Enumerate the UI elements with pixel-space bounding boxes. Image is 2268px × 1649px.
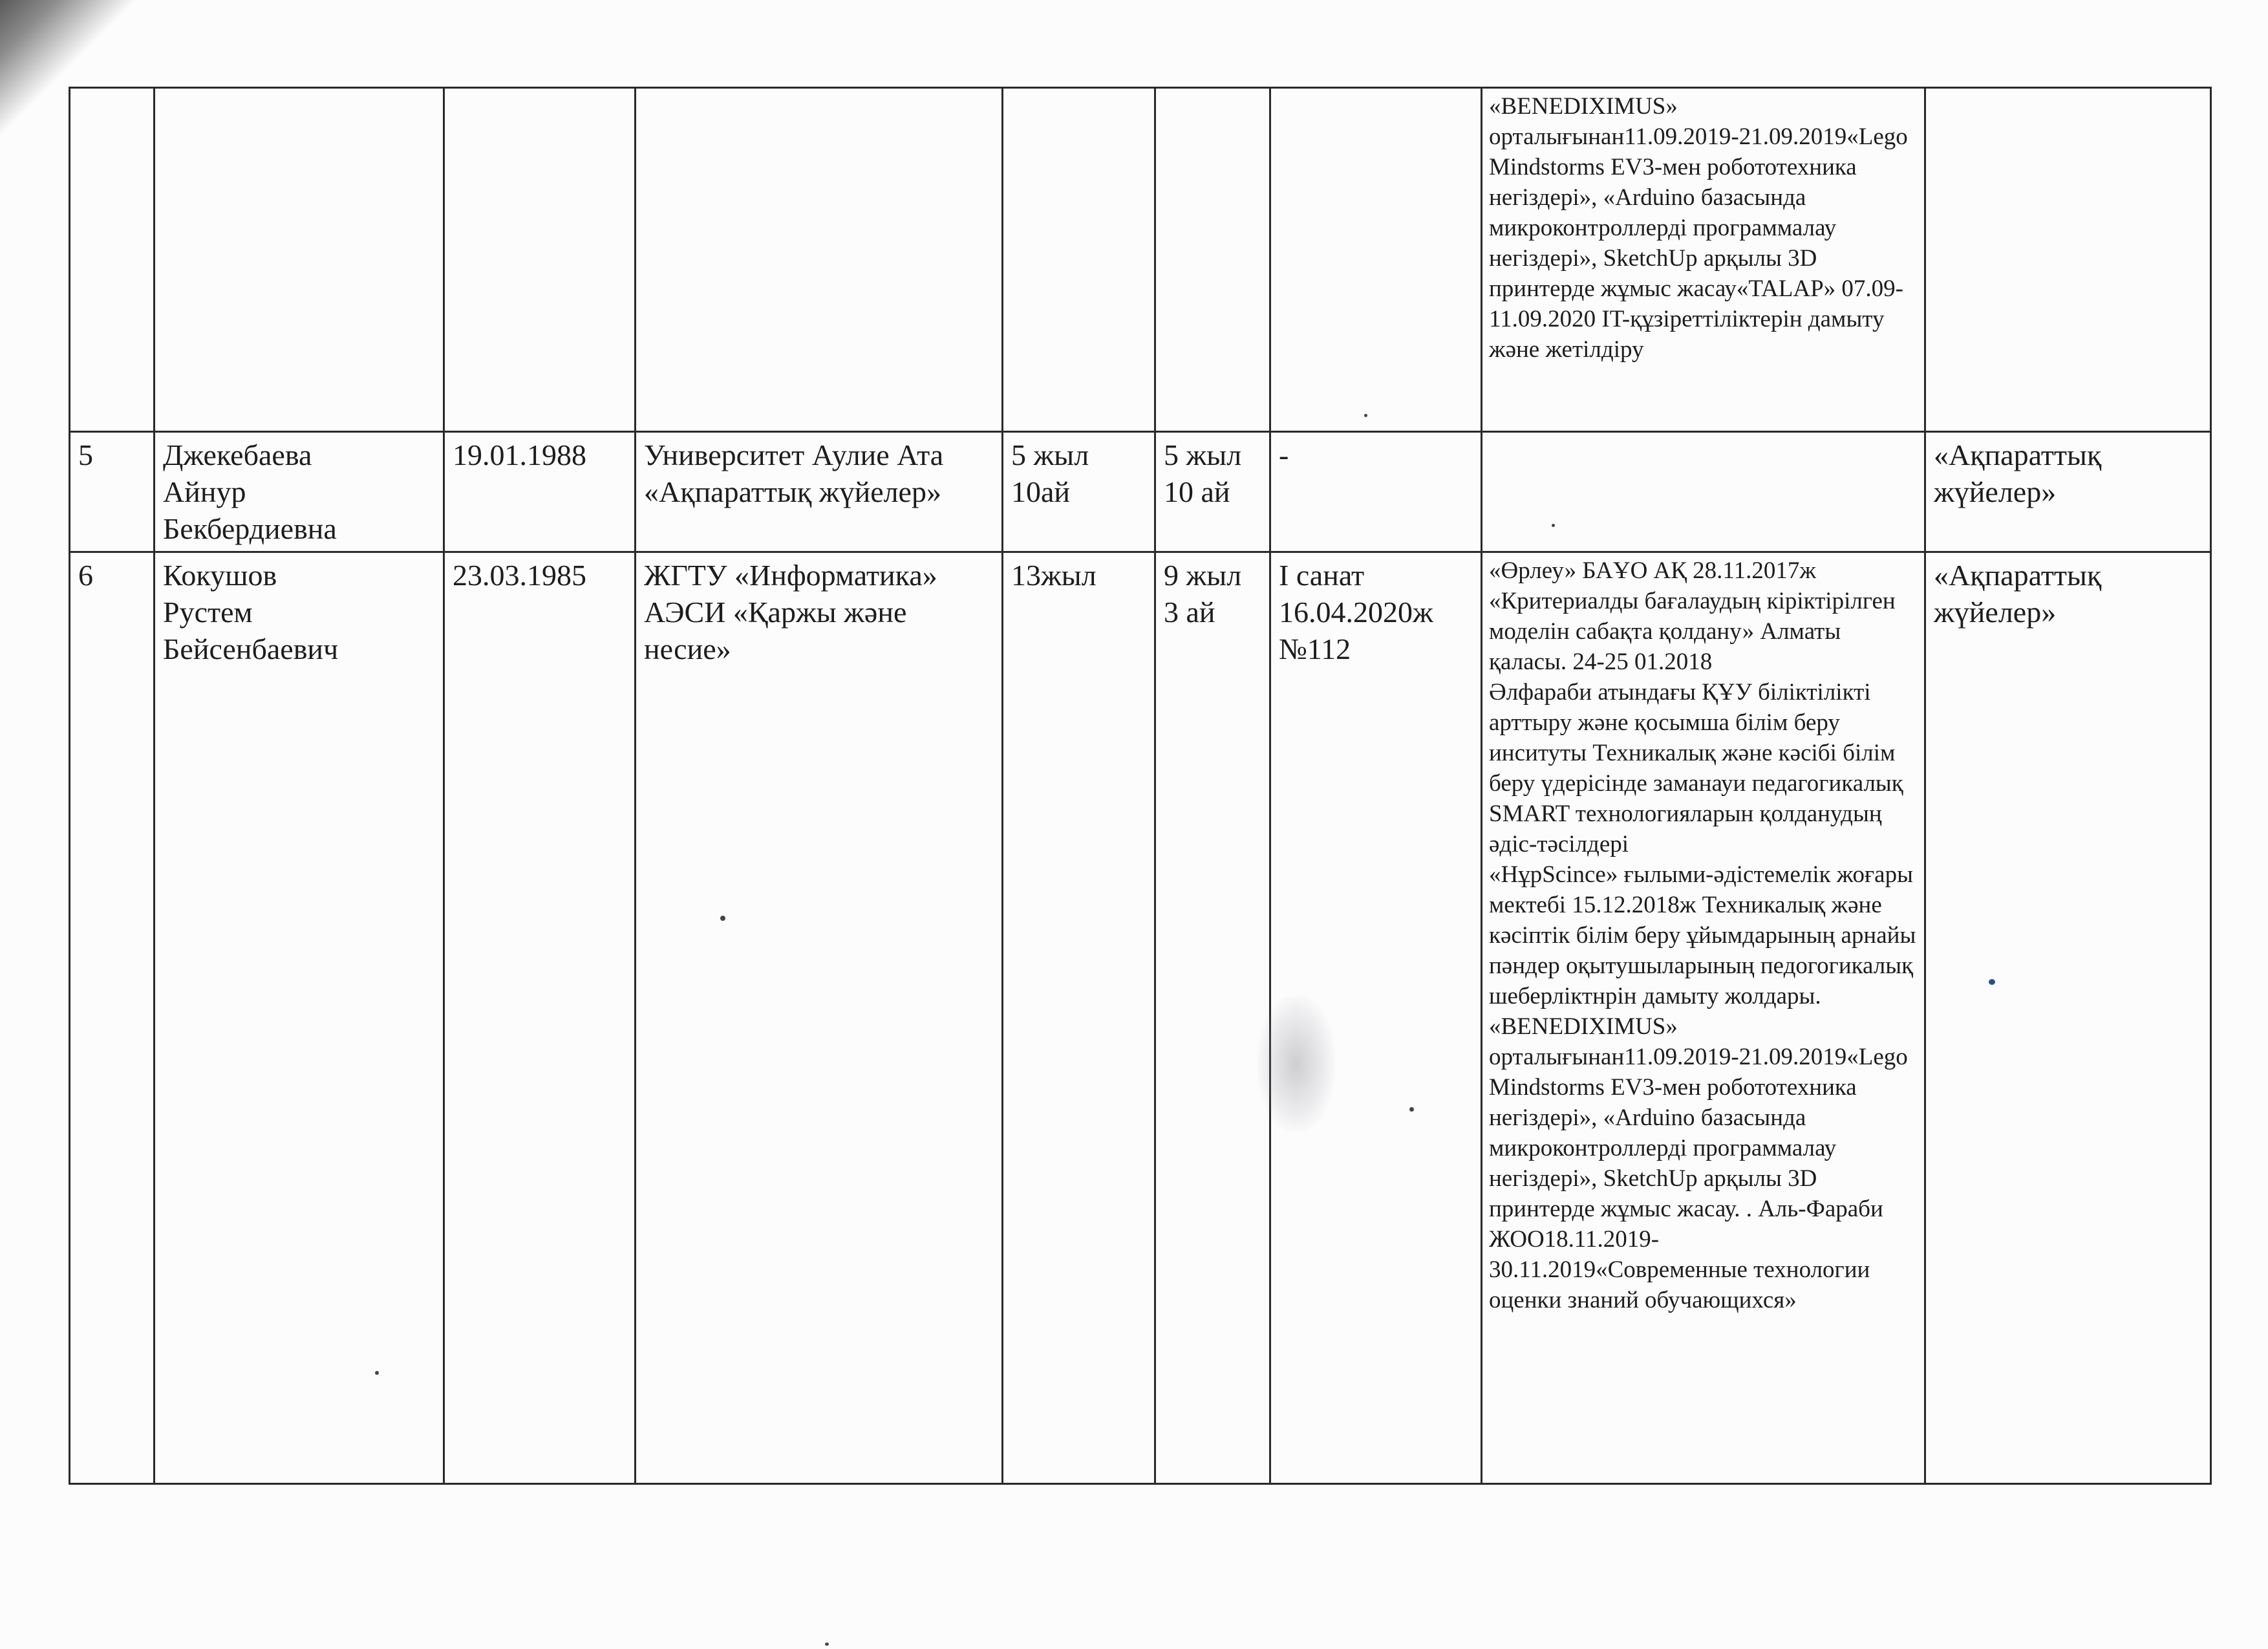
education: Университет Аулие Ата «Ақпараттық жүйелер» [644,438,944,508]
row-number-cell [70,432,155,552]
ink-speck [720,916,725,921]
birth-date: 19.01.1988 [453,438,586,471]
courses-cell [1482,552,1925,1484]
education-cell [636,432,1003,552]
courses-text: «BENEDIXIMUS» орталығынан11.09.2019-21.09.2019«Lego Mindstorms EV3-мен робототехника негіздері», «Arduino базасында микроконтроллерді программалау негіздері», SketchUp арқылы 3D принтерде жұмыс жасау«TALAP» 07.09-11.09.2020 IT-құзіреттіліктерін дамыту және жетілдіру [1489,93,1908,363]
name-cell [155,88,444,432]
courses-text: «Өрлеу» БАҰО АҚ 28.11.2017ж «Критериалды бағалаудың кіріктірілген моделін сабақта қолдану» Алматы қаласы. 24-25 01.2018 Әлфараби атындағы ҚҰУ біліктілікті арттыру және қосымша білім беру инситуты Техникалық және кәсібі білім беру үдерісінде заманауи педагогикалық SMART технологияларын қолданудың әдіс-тәсілдері «НұрScince» ғылыми-әдістемелік жоғары мектебі 15.12.2018ж Техникалық және кәсіптік білім беру ұйымдарының арнайы пәндер оқытушыларының педогогикалық шеберліктнрін дамыту жолдары. «BENEDIXIMUS» орталығынан11.09.2019-21.09.2019«Lego Mindstorms EV3-мен робототехника негіздері», «Arduino базасында микроконтроллерді программалау негіздері», SketchUp арқылы 3D принтерде жұмыс жасау. . Аль-Фараби ЖОО18.11.2019-30.11.2019«Современные технологии оценки знаний обучающихся» [1489,557,1916,1313]
ink-speck [375,1371,379,1375]
education-cell [636,88,1003,432]
teaching-experience-cell [1155,432,1270,552]
birth-date: 23.03.1985 [453,559,586,592]
staff-table [69,87,2212,1485]
row-number: 6 [78,559,93,592]
total-experience: 5 жыл 10ай [1011,438,1089,508]
table-row [70,432,2211,552]
birth-date-cell [444,552,636,1484]
courses-cell [1482,88,1925,432]
education: ЖГТУ «Информатика» АЭСИ «Қаржы және несие» [644,559,937,665]
courses-cell [1482,432,1925,552]
ink-speck [825,1643,829,1646]
name-cell [155,432,444,552]
ink-speck [1989,979,1995,985]
table-row [70,88,2211,432]
education-cell [636,552,1003,1484]
subject: «Ақпараттық жүйелер» [1934,438,2102,508]
name-cell [155,552,444,1484]
teacher-name: Джекебаева Айнур Бекбердиевна [163,438,337,545]
subject: «Ақпараттық жүйелер» [1934,559,2102,629]
total-experience-cell [1003,552,1155,1484]
birth-date-cell [444,88,636,432]
subject-cell [1925,88,2211,432]
category: - [1279,438,1289,471]
ink-speck [1409,1107,1414,1112]
teaching-experience-cell [1155,552,1270,1484]
total-experience-cell [1003,88,1155,432]
category: І санат 16.04.2020ж №112 [1279,559,1433,665]
table-row [70,552,2211,1484]
teaching-experience: 9 жыл 3 ай [1164,559,1242,629]
teaching-experience: 5 жыл 10 ай [1164,438,1242,508]
row-number-cell [70,552,155,1484]
subject-cell [1925,552,2211,1484]
subject-cell [1925,432,2211,552]
birth-date-cell [444,432,636,552]
category-cell [1270,88,1482,432]
category-cell [1270,432,1482,552]
row-number: 5 [78,438,93,471]
teacher-name: Кокушов Рустем Бейсенбаевич [163,559,339,665]
teaching-experience-cell [1155,88,1270,432]
ink-speck [1552,524,1555,527]
row-number-cell [70,88,155,432]
total-experience-cell [1003,432,1155,552]
ink-smudge [1257,996,1335,1132]
ink-speck [1364,414,1367,417]
total-experience: 13жыл [1011,559,1097,592]
